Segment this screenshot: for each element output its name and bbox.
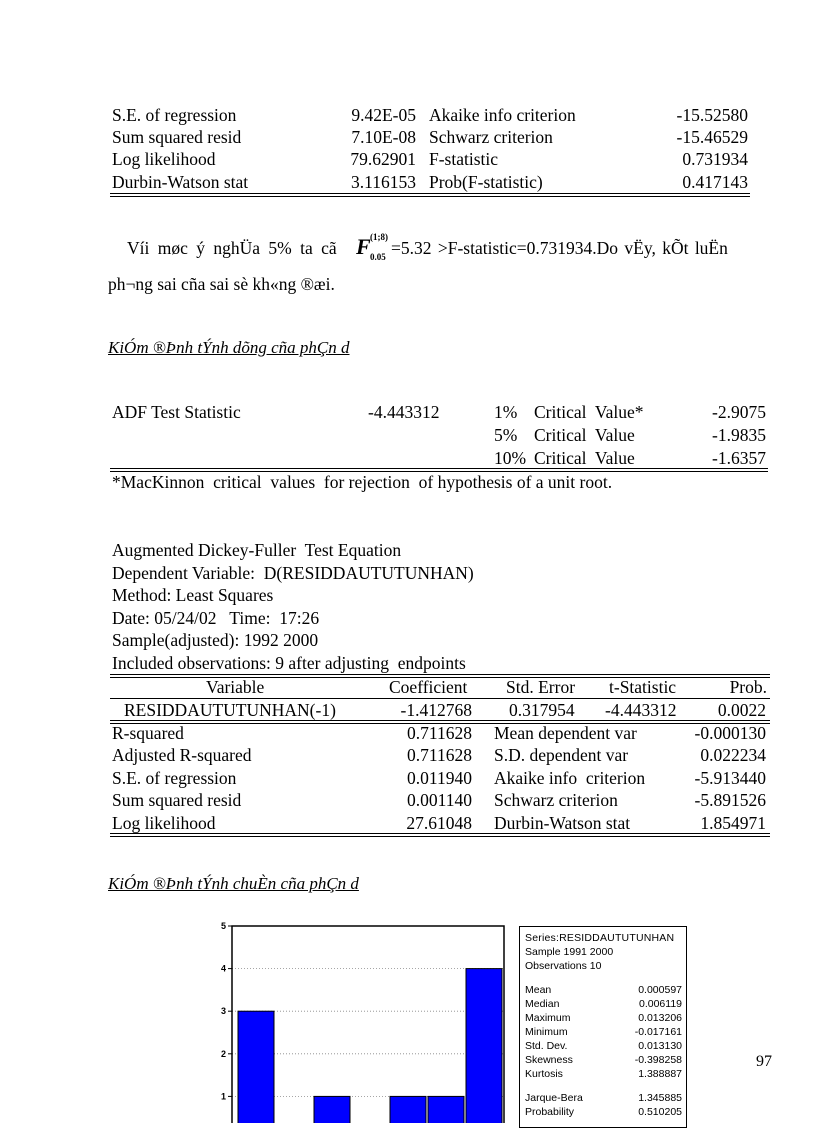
stat-label: Mean dependent var	[494, 723, 637, 743]
section-heading-normality: KiÓm ®Þnh tÝnh chuÈn cña phÇn d	[108, 874, 359, 893]
residual-histogram	[200, 912, 510, 1123]
paragraph-text: Víi møc ý nghÜa 5% ta cã	[127, 238, 337, 258]
row-coefficient: -1.412768	[400, 700, 472, 720]
equation-line: Augmented Dickey-Fuller Test Equation	[112, 540, 402, 560]
stat-value: -15.46529	[676, 127, 748, 147]
histogram-bar	[466, 969, 502, 1123]
series-label: Series:RESIDDAUTUTUNHAN	[525, 932, 675, 944]
stat-key: Median	[525, 998, 560, 1010]
critical-name: Critical Value*	[534, 402, 644, 422]
stat-value: 0.711628	[407, 745, 472, 765]
stat-label: Akaike info criterion	[494, 768, 646, 788]
equation-line: Sample(adjusted): 1992 2000	[112, 630, 319, 650]
stat-value: 3.116153	[351, 172, 416, 192]
stat-val: 0.013206	[638, 1012, 682, 1024]
col-header-prob: Prob.	[729, 677, 767, 697]
stat-label: S.D. dependent var	[494, 745, 629, 765]
row-t-statistic: -4.443312	[605, 700, 677, 720]
stat-key: Skewness	[525, 1054, 573, 1066]
stat-value: -15.52580	[676, 105, 748, 125]
stat-value: -5.891526	[694, 790, 766, 810]
stat-value: 0.731934	[682, 149, 748, 169]
histogram-bar	[428, 1096, 464, 1123]
y-tick-label: 1	[220, 1091, 226, 1102]
equation-line: Date: 05/24/02 Time: 17:26	[112, 608, 320, 628]
f-distribution-symbol: F	[356, 234, 371, 259]
stat-key: Maximum	[525, 1012, 571, 1024]
stat-key: Std. Dev.	[525, 1040, 568, 1052]
stat-val: 1.388887	[638, 1068, 682, 1080]
stat-label: Durbin-Watson stat	[494, 813, 631, 833]
descriptive-stats-box	[519, 926, 687, 1128]
stat-label: Log likelihood	[112, 149, 216, 169]
stat-value: 0.417143	[682, 172, 748, 192]
stat-key: Mean	[525, 984, 552, 996]
y-tick-label: 3	[220, 1006, 226, 1017]
adf-note: *MacKinnon critical values for rejection of hypothesis of a unit root.	[112, 472, 613, 492]
table-bottom-rule	[110, 193, 750, 197]
stat-rows	[525, 983, 686, 1081]
section-heading-stationarity: KiÓm ®Þnh tÝnh dõng cña phÇn d	[108, 338, 350, 357]
stat-key: Kurtosis	[525, 1068, 563, 1080]
col-header-std-error: Std. Error	[506, 677, 576, 697]
adf-label: ADF Test Statistic	[112, 402, 241, 422]
critical-name: Critical Value	[534, 448, 635, 468]
stat-label: F-statistic	[429, 149, 499, 169]
stat-label: Schwarz criterion	[429, 127, 553, 147]
probability-val: 0.510205	[638, 1106, 682, 1118]
critical-pct: 1%	[494, 402, 518, 422]
critical-value: -2.9075	[712, 402, 766, 422]
stat-val: 0.000597	[638, 984, 682, 996]
stat-label: Sum squared resid	[112, 790, 242, 810]
stat-label: Adjusted R-squared	[112, 745, 252, 765]
histogram-bar	[314, 1096, 350, 1123]
equation-line: Method: Least Squares	[112, 585, 274, 605]
stat-label: Akaike info criterion	[429, 105, 576, 125]
stat-val: -0.398258	[634, 1054, 682, 1066]
stat-value: 0.711628	[407, 723, 472, 743]
paragraph-text: =5.32 >F-statistic=0.731934.Do vËy, kÕt luËn	[391, 238, 728, 258]
sample-label: Sample 1991 2000	[525, 946, 614, 958]
row-variable: RESIDDAUTUTUNHAN(-1)	[124, 700, 336, 720]
f-subscript: 0.05	[370, 252, 386, 262]
f-superscript: (1;8)	[370, 232, 388, 242]
stat-value: 0.001140	[407, 790, 472, 810]
stat-key: Minimum	[525, 1026, 568, 1038]
stat-value: 79.62901	[350, 149, 416, 169]
row-std-error: 0.317954	[509, 700, 575, 720]
row-prob: 0.0022	[717, 700, 766, 720]
y-tick-label: 2	[220, 1048, 226, 1059]
stat-value: 1.854971	[700, 813, 766, 833]
table-bottom-rule	[110, 833, 770, 837]
critical-pct: 10%	[494, 448, 527, 468]
stat-val: 0.006119	[638, 998, 682, 1010]
paragraph-text: ph¬ng sai cña sai sè kh«ng ®æi.	[108, 274, 335, 294]
adf-value: -4.443312	[368, 402, 440, 422]
y-tick-label: 5	[220, 921, 226, 931]
critical-pct: 5%	[494, 425, 518, 445]
stat-value: -5.913440	[694, 768, 766, 788]
equation-line: Dependent Variable: D(RESIDDAUTUTUNHAN)	[112, 563, 474, 583]
stat-label: Sum squared resid	[112, 127, 242, 147]
jarque-bera-key: Jarque-Bera	[525, 1092, 583, 1104]
equation-line: Included observations: 9 after adjusting endpoints	[112, 653, 466, 673]
stat-label: S.E. of regression	[112, 768, 237, 788]
histogram-bar	[390, 1096, 426, 1123]
critical-name: Critical Value	[534, 425, 635, 445]
stat-label: Schwarz criterion	[494, 790, 618, 810]
page-number: 97	[756, 1053, 772, 1070]
stat-label: Durbin-Watson stat	[112, 172, 249, 192]
stat-value: 7.10E-08	[351, 127, 416, 147]
stat-label: Prob(F-statistic)	[429, 172, 543, 192]
y-tick-label: 4	[220, 963, 226, 974]
stat-value: 0.022234	[700, 745, 766, 765]
col-header-variable: Variable	[206, 677, 265, 697]
critical-value: -1.6357	[712, 448, 766, 468]
critical-value: -1.9835	[712, 425, 766, 445]
stat-value: -0.000130	[694, 723, 766, 743]
stat-label: R-squared	[112, 723, 184, 743]
probability-key: Probability	[525, 1106, 575, 1118]
stat-label: Log likelihood	[112, 813, 216, 833]
jarque-bera-val: 1.345885	[638, 1092, 682, 1104]
stat-value: 27.61048	[406, 813, 472, 833]
stat-val: -0.017161	[634, 1026, 682, 1038]
stat-label: S.E. of regression	[112, 105, 237, 125]
col-header-coefficient: Coefficient	[389, 677, 468, 697]
stat-value: 9.42E-05	[351, 105, 416, 125]
stat-value: 0.011940	[407, 768, 472, 788]
col-header-t-statistic: t-Statistic	[609, 677, 677, 697]
observations-label: Observations 10	[525, 960, 602, 972]
stat-val: 0.013130	[638, 1040, 682, 1052]
histogram-bar	[238, 1011, 274, 1123]
